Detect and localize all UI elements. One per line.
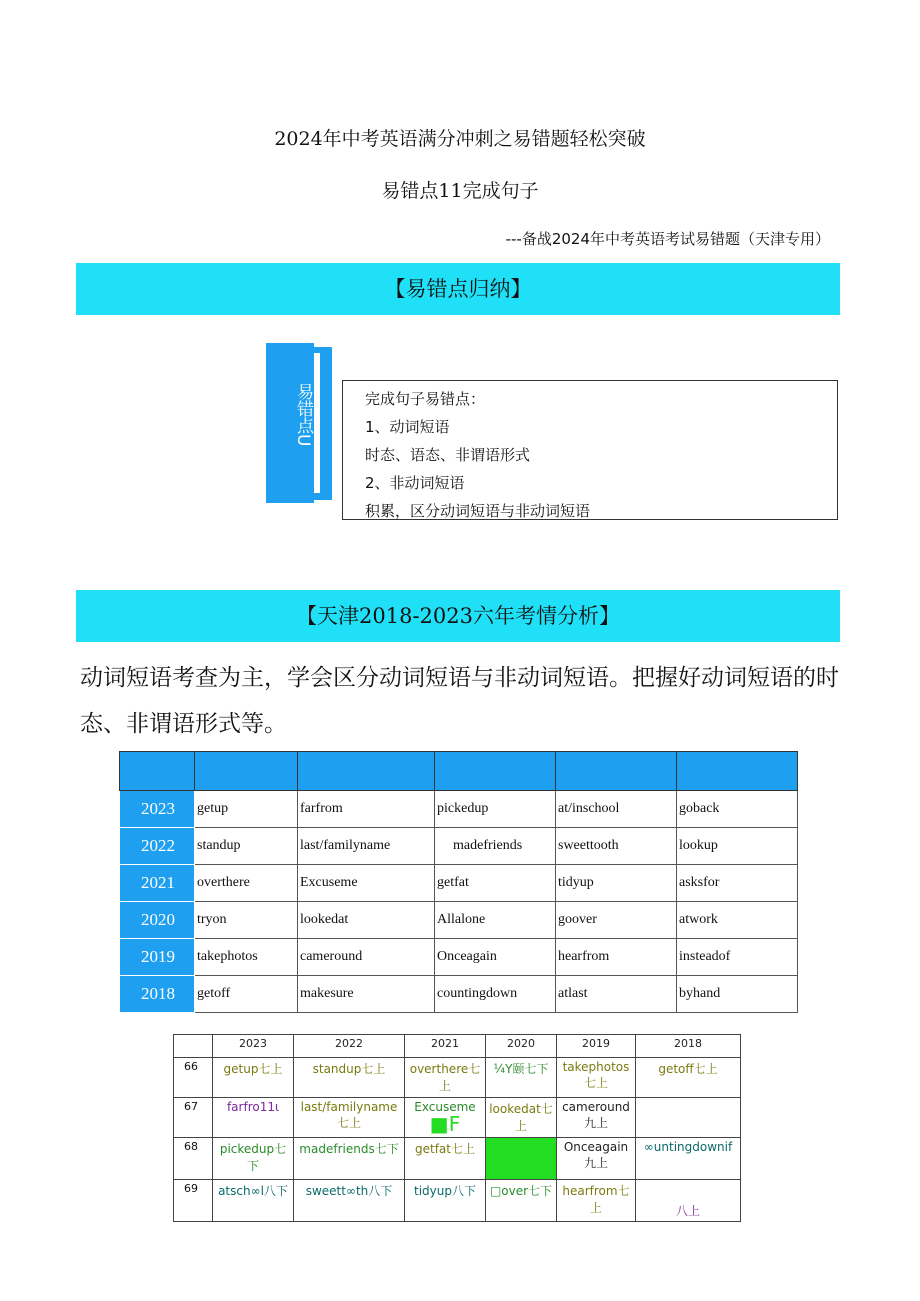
table-cell: last/familyname xyxy=(298,828,435,865)
summary-banner: 【易错点归纳】 xyxy=(76,263,840,315)
table-cell: getup xyxy=(195,791,298,828)
table-cell xyxy=(405,1098,486,1138)
table-cell: atsch∞l八下 xyxy=(213,1180,294,1222)
table-cell: atwork xyxy=(677,902,798,939)
table-cell: at/inschool xyxy=(556,791,677,828)
table-cell: pickedup七下 xyxy=(213,1138,294,1180)
header-cell xyxy=(195,752,298,791)
table-cell: farfrom xyxy=(298,791,435,828)
green-mark: ■F xyxy=(429,1112,461,1136)
table-cell: cameround xyxy=(298,939,435,976)
table-cell: getoff xyxy=(195,976,298,1013)
table-cell: tidyup xyxy=(556,865,677,902)
table-row xyxy=(120,976,798,1013)
header-cell xyxy=(120,752,195,791)
note-line: 积累，区分动词短语与非动词短语 xyxy=(365,502,591,520)
table-cell: Excuseme xyxy=(298,865,435,902)
table-cell: asksfor xyxy=(677,865,798,902)
year-cell: 2022 xyxy=(120,828,195,865)
table-cell: pickedup xyxy=(435,791,556,828)
header-cell: 2021 xyxy=(405,1035,486,1058)
table-row xyxy=(120,865,798,902)
table-cell: □over七下 xyxy=(486,1180,557,1222)
table-cell: standup xyxy=(195,828,298,865)
table-cell: atlast xyxy=(556,976,677,1013)
table-cell: getfat七上 xyxy=(405,1138,486,1180)
table-cell: sweettooth xyxy=(556,828,677,865)
notes-box xyxy=(342,380,838,520)
table-cell: standup七上 xyxy=(294,1058,405,1098)
question-number: 69 xyxy=(174,1180,213,1222)
note-line: 完成句子易错点： xyxy=(365,390,486,408)
table-row xyxy=(174,1138,741,1180)
table-cell: sweett∞th八下 xyxy=(294,1180,405,1222)
table-cell: madefriends七下 xyxy=(294,1138,405,1180)
sidebox-label: 易错点U xyxy=(293,383,313,447)
header-cell xyxy=(435,752,556,791)
table-cell: getup七上 xyxy=(213,1058,294,1098)
document-title: 2024年中考英语满分冲刺之易错题轻松突破 xyxy=(274,128,646,150)
table-cell: overthere七上 xyxy=(405,1058,486,1098)
year-cell: 2019 xyxy=(120,939,195,976)
table-cell: makesure xyxy=(298,976,435,1013)
table-cell: Onceagain九上 xyxy=(557,1138,636,1180)
table-row xyxy=(174,1098,741,1138)
header-cell: 2019 xyxy=(557,1035,636,1058)
table-row xyxy=(120,902,798,939)
table-cell: ∞untingdownif xyxy=(636,1138,741,1180)
table-cell: tidyup八下 xyxy=(405,1180,486,1222)
table-cell: goback xyxy=(677,791,798,828)
header-cell: 2020 xyxy=(486,1035,557,1058)
highlight-cell xyxy=(486,1138,557,1180)
table-cell: takephotos七上 xyxy=(557,1058,636,1098)
table-cell: insteadof xyxy=(677,939,798,976)
table-row xyxy=(120,828,798,865)
table-cell: hearfrom xyxy=(556,939,677,976)
table-cell xyxy=(636,1098,741,1138)
table-header-row xyxy=(120,752,798,791)
table-row xyxy=(174,1180,741,1222)
exam-phrases-table xyxy=(119,751,798,1013)
table-cell: madefriends xyxy=(435,828,556,865)
table-cell: farfro11ι xyxy=(213,1098,294,1138)
header-cell xyxy=(677,752,798,791)
question-number: 66 xyxy=(174,1058,213,1098)
header-cell: 2018 xyxy=(636,1035,741,1058)
note-line: 2、非动词短语 xyxy=(365,474,465,492)
table-cell: countingdown xyxy=(435,976,556,1013)
table-cell: tryon xyxy=(195,902,298,939)
table-cell: getfat xyxy=(435,865,556,902)
sidebox-shadow xyxy=(314,347,332,500)
table-header-row xyxy=(174,1035,741,1058)
table-cell: takephotos xyxy=(195,939,298,976)
table-cell: getoff七上 xyxy=(636,1058,741,1098)
table-cell: lookedat xyxy=(298,902,435,939)
cell-text: Excuseme xyxy=(414,1100,476,1114)
table-cell: 八上 xyxy=(636,1180,741,1222)
table-cell: ¼Y颐七下 xyxy=(486,1058,557,1098)
year-cell: 2021 xyxy=(120,865,195,902)
analysis-banner: 【天津2018-2023六年考情分析】 xyxy=(76,590,840,642)
textbook-source-table xyxy=(173,1034,741,1222)
year-cell: 2020 xyxy=(120,902,195,939)
table-cell: lookup xyxy=(677,828,798,865)
header-cell xyxy=(174,1035,213,1058)
year-cell: 2018 xyxy=(120,976,195,1013)
table-row xyxy=(120,939,798,976)
document-subtitle: ---备战2024年中考英语考试易错题（天津专用） xyxy=(505,230,830,248)
table-cell: cameround九上 xyxy=(557,1098,636,1138)
header-cell xyxy=(298,752,435,791)
year-cell: 2023 xyxy=(120,791,195,828)
question-number: 68 xyxy=(174,1138,213,1180)
table-cell: hearfrom七上 xyxy=(557,1180,636,1222)
table-cell: last/familyname七上 xyxy=(294,1098,405,1138)
table-cell: Allalone xyxy=(435,902,556,939)
note-line: 1、动词短语 xyxy=(365,418,450,436)
table-cell: byhand xyxy=(677,976,798,1013)
header-cell xyxy=(556,752,677,791)
header-cell: 2022 xyxy=(294,1035,405,1058)
table-cell: Onceagain xyxy=(435,939,556,976)
note-line: 时态、语态、非谓语形式 xyxy=(365,446,531,464)
table-cell: goover xyxy=(556,902,677,939)
table-cell: overthere xyxy=(195,865,298,902)
analysis-text: 动词短语考查为主，学会区分动词短语与非动词短语。把握好动词短语的时态、非谓语形式等。 xyxy=(80,665,839,737)
header-cell: 2023 xyxy=(213,1035,294,1058)
question-number: 67 xyxy=(174,1098,213,1138)
table-row xyxy=(174,1058,741,1098)
table-cell: lookedat七上 xyxy=(486,1098,557,1138)
error-point-title: 易错点11完成句子 xyxy=(381,180,539,202)
table-row xyxy=(120,791,798,828)
